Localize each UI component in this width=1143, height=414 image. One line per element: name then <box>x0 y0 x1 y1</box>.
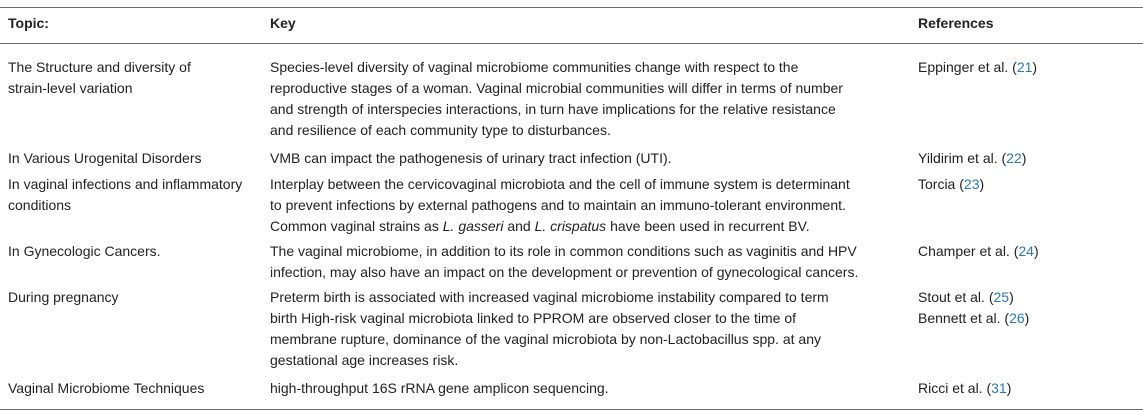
reference-close: ) <box>979 176 985 192</box>
reference-entry <box>918 148 1138 169</box>
topic-cell <box>8 57 258 99</box>
key-line: and strength of interspecies interactions, in turn have implications for the relative resistance <box>270 101 836 117</box>
topic-line: conditions <box>8 197 72 213</box>
reference-number-link[interactable]: 23 <box>963 176 980 192</box>
reference-author: Bennett et al. ( <box>918 310 1010 326</box>
reference-author: Yildirim et al. ( <box>918 150 1007 166</box>
reference-close: ) <box>1024 310 1030 326</box>
reference-entry <box>918 241 1138 262</box>
key-line: to prevent infections by external pathogens and to maintain an immuno-tolerant environment. <box>270 197 846 213</box>
reference-number-link[interactable]: 21 <box>1016 59 1033 75</box>
species-name: L. crispatus <box>534 218 607 234</box>
references-cell <box>918 241 1138 262</box>
key-cell <box>270 148 910 169</box>
topic-line: In Gynecologic Cancers. <box>8 243 161 259</box>
topic-line: In Various Urogenital Disorders <box>8 150 202 166</box>
reference-close: ) <box>1032 59 1038 75</box>
reference-entry <box>918 308 1138 329</box>
topic-cell <box>8 378 258 399</box>
key-line: Species-level diversity of vaginal microbiome communities change with respect to the <box>270 59 799 75</box>
key-line: VMB can impact the pathogenesis of urinary tract infection (UTI). <box>270 150 672 166</box>
reference-close: ) <box>1021 150 1027 166</box>
reference-close: ) <box>1009 289 1014 305</box>
references-cell <box>918 174 1138 195</box>
header-rule <box>0 43 1143 44</box>
reference-author: Champer et al. ( <box>918 243 1019 259</box>
key-line: membrane rupture, dominance of the vaginal microbiota by non-Lactobacillus spp. at any <box>270 331 821 347</box>
key-line: Preterm birth is associated with increased vaginal microbiome instability compared to term <box>270 289 829 305</box>
key-line: high-throughput 16S rRNA gene amplicon sequencing. <box>270 380 609 396</box>
reference-number-link[interactable]: 24 <box>1018 243 1034 259</box>
reference-entry <box>918 378 1138 399</box>
reference-number-link[interactable]: 26 <box>1009 310 1025 326</box>
topic-cell <box>8 148 258 169</box>
key-line: The vaginal microbiome, in addition to its role in common conditions such as vaginitis and HPV <box>270 243 857 259</box>
key-cell <box>270 241 910 283</box>
topic-cell <box>8 174 258 216</box>
header-topic: Topic: <box>8 15 49 31</box>
topic-cell <box>8 287 258 308</box>
key-line: reproductive stages of a woman. Vaginal microbial communities will differ in terms of number <box>270 80 843 96</box>
references-cell <box>918 148 1138 169</box>
reference-entry <box>918 287 1138 308</box>
key-line: and resilience of each community type to disturbances. <box>270 122 611 138</box>
key-text: have been used in recurrent BV. <box>606 218 810 234</box>
topic-cell <box>8 241 258 262</box>
table-top-rule <box>0 7 1143 8</box>
topic-line: strain-level variation <box>8 80 133 96</box>
reference-entry <box>918 174 1138 195</box>
key-cell <box>270 57 910 141</box>
reference-author: Torcia ( <box>918 176 964 192</box>
reference-number-link[interactable]: 31 <box>991 380 1007 396</box>
reference-number-link[interactable]: 25 <box>993 289 1010 305</box>
key-line: birth High-risk vaginal microbiota linked to PPROM are observed closer to the time of <box>270 310 796 326</box>
reference-author: Eppinger et al. ( <box>918 59 1017 75</box>
key-line: infection, may also have an impact on the development or prevention of gynecological cancers. <box>270 264 859 280</box>
key-text: Common vaginal strains as <box>270 218 443 234</box>
references-cell <box>918 378 1138 399</box>
species-name: L. gasseri <box>442 218 504 234</box>
topic-line: In vaginal infections and inflammatory <box>8 176 243 192</box>
header-key: Key <box>270 15 296 31</box>
reference-author: Ricci et al. ( <box>918 380 992 396</box>
table-bottom-rule <box>0 409 1143 410</box>
topic-line: Vaginal Microbiome Techniques <box>8 380 205 396</box>
key-line: gestational age increases risk. <box>270 352 459 368</box>
reference-close: ) <box>1033 243 1039 259</box>
key-line: Interplay between the cervicovaginal microbiota and the cell of immune system is determinant <box>270 176 850 192</box>
key-cell <box>270 378 910 399</box>
references-cell <box>918 57 1138 78</box>
reference-entry <box>918 57 1138 78</box>
references-cell <box>918 287 1138 329</box>
reference-close: ) <box>1006 380 1012 396</box>
header-references: References <box>918 15 994 31</box>
key-text: and <box>503 218 535 234</box>
topic-line: During pregnancy <box>8 289 119 305</box>
topic-line: The Structure and diversity of <box>8 59 191 75</box>
key-cell <box>270 174 910 237</box>
reference-author: Stout et al. ( <box>918 289 994 305</box>
key-line <box>270 216 910 237</box>
key-cell <box>270 287 910 371</box>
reference-number-link[interactable]: 22 <box>1006 150 1022 166</box>
